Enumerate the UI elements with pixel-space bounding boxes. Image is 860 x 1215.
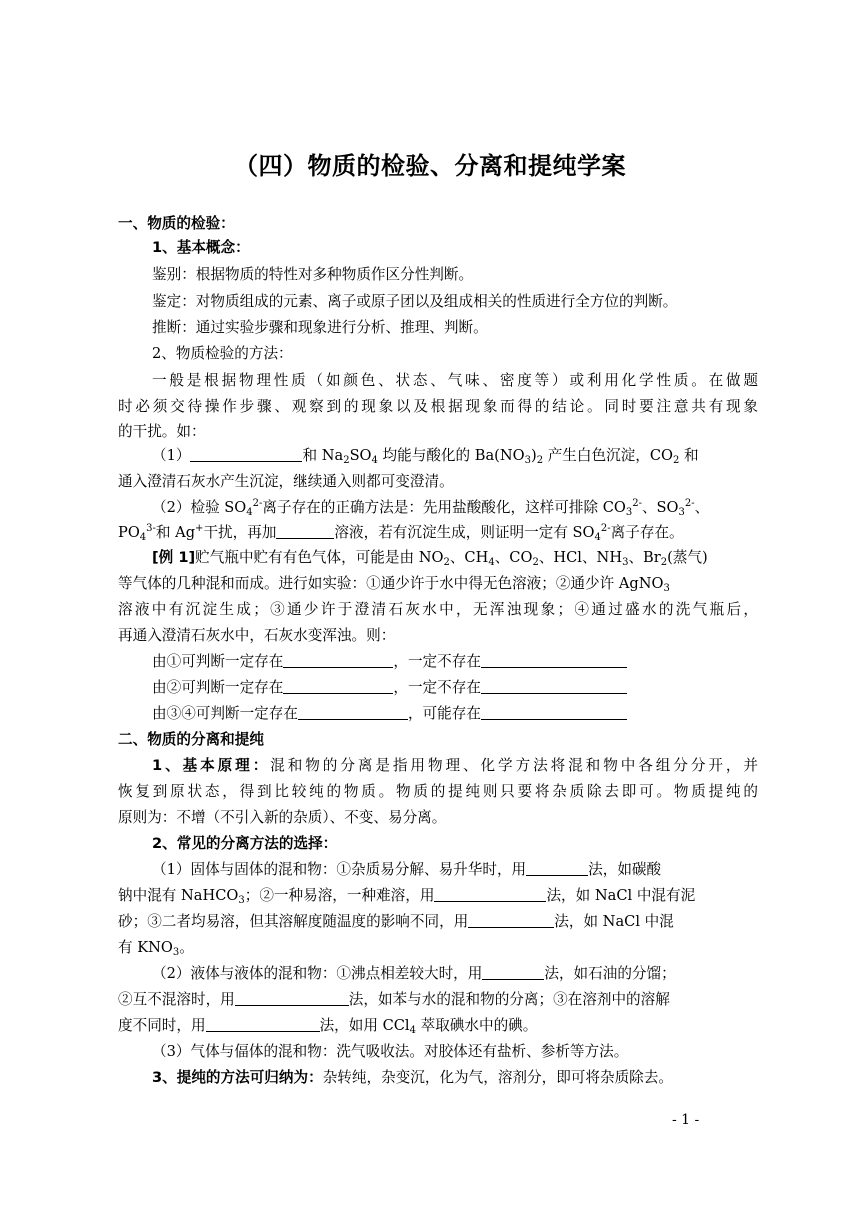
definition-identification: 鉴别：根据物质的特性对多种物质作区分性判断。 (152, 266, 474, 283)
liquid-mixture-line: ②互不混溶时，用 法，如苯与水的混和物的分离；③在溶剂中的溶解 (118, 991, 670, 1008)
liquid-mixture-line: 度不同时，用 法，如用 CCl$_4$ 萃取碘水中的碘。 (118, 1017, 538, 1036)
subsection-separation-methods: 2、常见的分离方法的选择： (152, 835, 338, 852)
page-number: - 1 - (672, 1112, 700, 1128)
answer-blank[interactable] (206, 1016, 320, 1032)
method-paragraph-line: 一般是根据物理性质（如颜色、状态、气味、密度等）或利用化学性质。在做题 (152, 372, 758, 389)
answer-blank[interactable] (235, 990, 349, 1006)
subsection-test-methods: 2、物质检验的方法： (152, 345, 293, 362)
answer-blank[interactable] (276, 523, 334, 539)
answer-blank[interactable] (468, 912, 554, 928)
question-2-line: （2）检验 $SO_4^{2-}$离子存在的正确方法是：先用盐酸酸化，这样可排除 $CO_3^{2-}$、$SO_3^{2-}$、 (152, 498, 710, 518)
method-paragraph-line: 的干扰。如： (118, 423, 206, 440)
principle-line: 1、基本原理：混和物的分离是指用物理、化学方法将混和物中各组分分开，并 (152, 757, 758, 774)
question-1-line: 通入澄清石灰水产生沉淀，继续通入则都可变澄清。 (118, 473, 454, 490)
liquid-mixture-line: （2）液体与液体的混和物：①沸点相差较大时，用 法，如石油的分馏； (152, 965, 676, 982)
solid-mixture-line: （1）固体与固体的混和物：①杂质易分解、易升华时，用 法，如碳酸 (152, 861, 662, 878)
example-label: [例 1] (152, 549, 196, 566)
answer-blank[interactable] (283, 678, 393, 694)
solid-mixture-line: 有 $KNO_3$。 (118, 939, 194, 958)
judgement-line: 由②可判断一定存在 ，一定不存在 (152, 678, 758, 698)
answer-blank[interactable] (481, 652, 627, 668)
definition-appraisal: 鉴定：对物质组成的元素、离子或原子团以及组成相关的性质进行全方位的判断。 (152, 293, 678, 310)
section-2-heading: 二、物质的分离和提纯 (118, 731, 264, 748)
answer-blank[interactable] (190, 446, 302, 462)
example-1-line: 等气体的几种混和而成。进行如实验：①通少许于水中得无色溶液；②通少许 AgNO$_3$ (118, 575, 670, 594)
example-1-line: 再通入澄清石灰水中，石灰水变浑浊。则： (118, 627, 396, 644)
principle-line: 恢复到原状态，得到比较纯的物质。物质的提纯则只要将杂质除去即可。物质提纯的 (118, 783, 758, 800)
answer-blank[interactable] (482, 964, 544, 980)
answer-blank[interactable] (481, 704, 627, 720)
example-1-line: [例 1]贮气瓶中贮有有色气体，可能是由 $NO_2$、$CH_4$、$CO_2$、HCl、$NH_3$、$Br_2$(蒸气) (152, 549, 708, 568)
answer-blank[interactable] (526, 860, 588, 876)
principle-line: 原则为：不增（不引入新的杂质）、不变、易分离。 (118, 809, 447, 826)
section-1-heading: 一、物质的检验： (118, 215, 235, 232)
judgement-line: 由③④可判断一定存在 ，可能存在 (152, 704, 758, 724)
page-title: （四）物质的检验、分离和提纯学案 (234, 152, 626, 180)
answer-blank[interactable] (283, 652, 393, 668)
solid-mixture-line: 砂；③二者均易溶，但其溶解度随温度的影响不同，用 法，如 NaCl 中混 (118, 913, 674, 930)
gas-mixture-line: （3）气体与偪体的混和物：洗气吸收法。对胶体还有盐析、参析等方法。 (152, 1043, 629, 1060)
definition-inference: 推断：通过实验步骤和现象进行分析、推理、判断。 (152, 319, 488, 336)
question-1-line: （1） 和 $Na_2SO_4$ 均能与酸化的 $Ba(NO_3)_2$ 产生白色沉淀，$CO_2$ 和 (152, 447, 699, 466)
answer-blank[interactable] (298, 704, 408, 720)
purification-summary: 3、提纯的方法可归纳为：杂转纯，杂变沉，化为气，溶剂分，即可将杂质除去。 (152, 1069, 673, 1086)
example-1-line: 溶液中有沉淀生成；③通少许于澄清石灰水中，无浑浊现象；④通过盛水的洗气瓶后， (118, 601, 758, 618)
answer-blank[interactable] (434, 886, 546, 902)
subsection-basic-concepts: 1、基本概念： (152, 239, 250, 256)
answer-blank[interactable] (481, 678, 627, 694)
solid-mixture-line: 钠中混有 NaHCO$_3$；②一种易溶，一种难溶，用 法，如 NaCl 中混有泥 (118, 887, 696, 906)
question-2-line: $PO_4^{3-}$和 Ag+干扰，再加 溶液，若有沉淀生成，则证明一定有 $SO_4^{2-}$离子存在。 (118, 523, 684, 543)
judgement-line: 由①可判断一定存在 ，一定不存在 (152, 652, 758, 672)
method-paragraph-line: 时必须交待操作步骤、观察到的现象以及根据现象而得的结论。同时要注意共有现象 (118, 398, 758, 415)
